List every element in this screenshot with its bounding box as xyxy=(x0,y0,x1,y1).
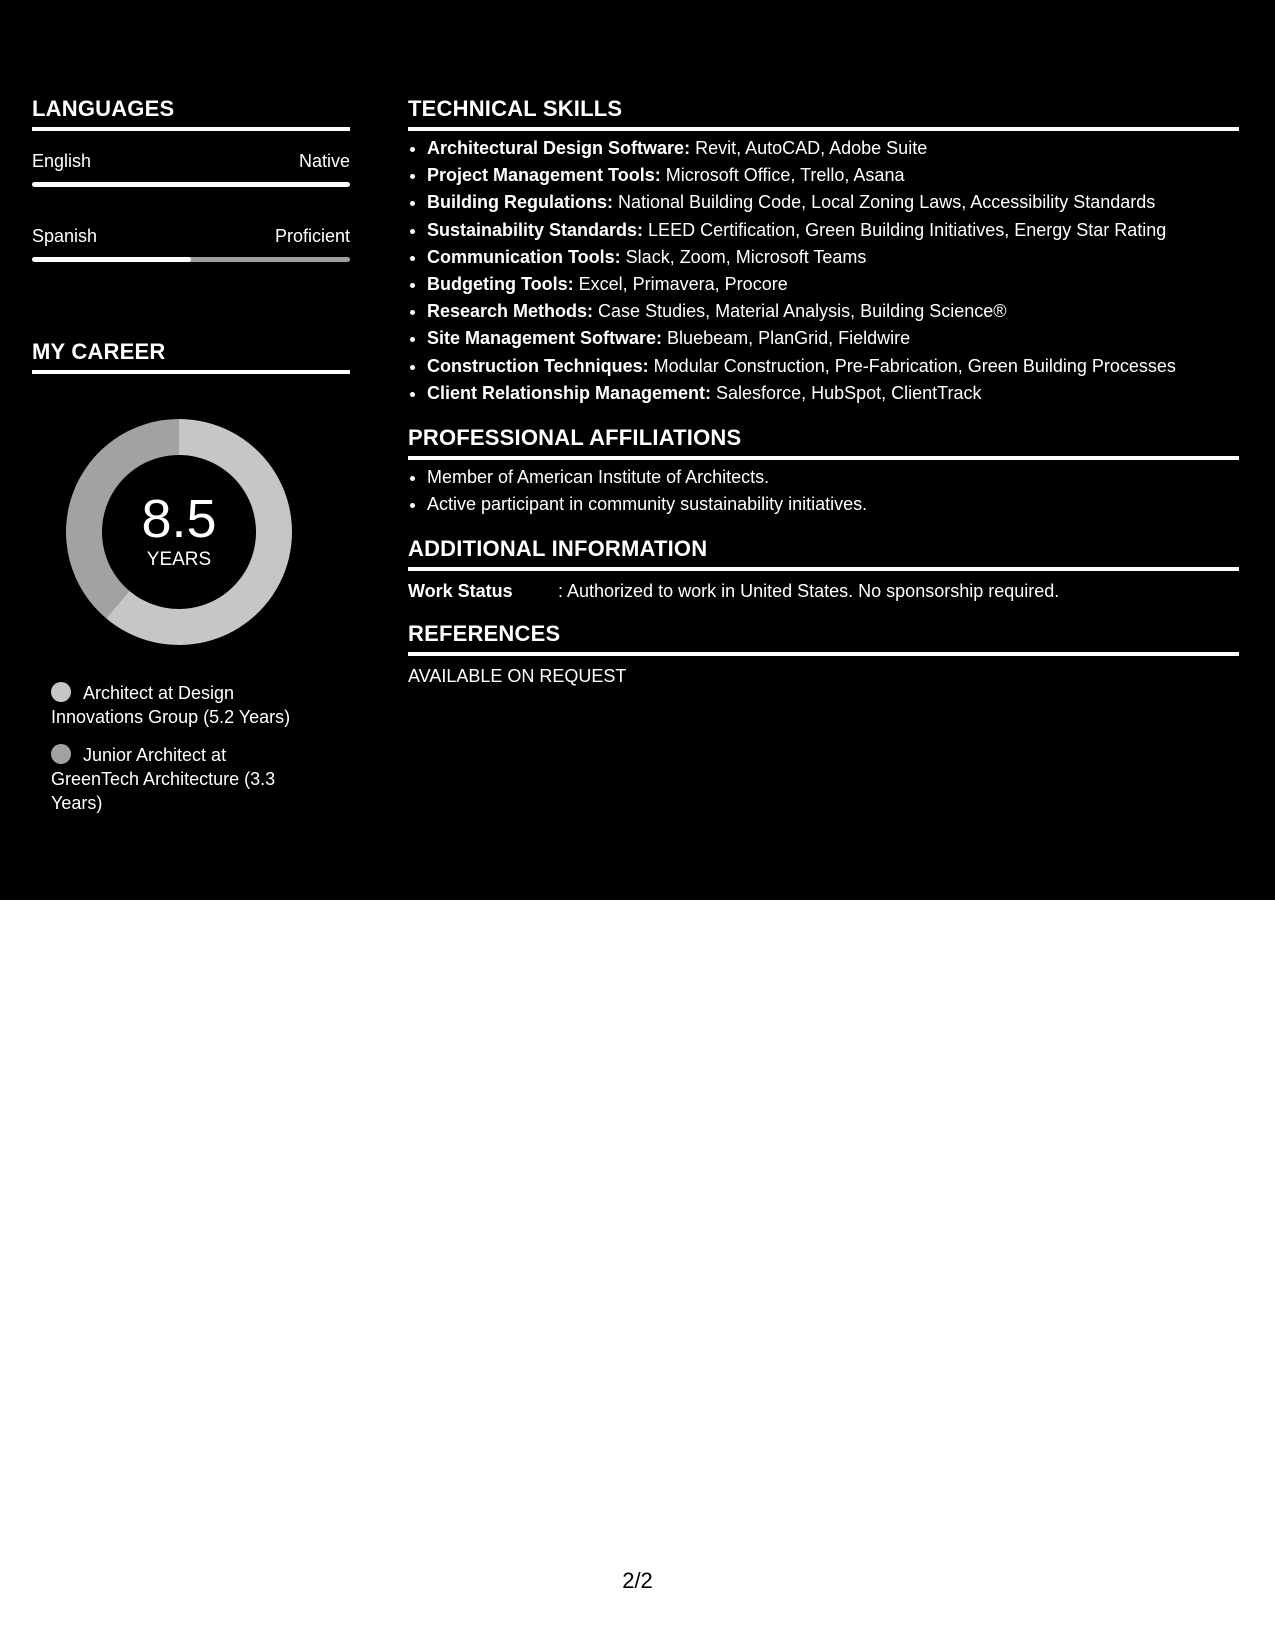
language-item xyxy=(32,150,350,187)
skill-value: Microsoft Office, Trello, Asana xyxy=(660,165,905,186)
language-level-bar xyxy=(32,182,350,187)
career-total-unit: YEARS xyxy=(146,549,212,570)
skill-item xyxy=(427,298,1239,325)
donut-center-label xyxy=(66,419,292,645)
references-section xyxy=(408,617,1239,688)
language-level: Proficient xyxy=(274,226,350,246)
skill-label: Sustainability Standards: xyxy=(427,219,644,240)
references-title: REFERENCES xyxy=(408,617,1239,656)
affiliations-list xyxy=(408,464,1239,518)
main-content xyxy=(408,92,1239,688)
career-total-years: 8.5 xyxy=(141,489,217,549)
work-status-label: Work Status xyxy=(408,581,513,602)
skill-label: Research Methods: xyxy=(427,301,594,322)
skill-item xyxy=(427,162,1239,189)
skill-item xyxy=(427,325,1239,352)
skill-label: Communication Tools: xyxy=(427,246,621,267)
skill-label: Construction Techniques: xyxy=(427,355,649,376)
career-legend-item xyxy=(51,743,311,815)
language-level-bar xyxy=(32,257,350,262)
work-status-value: : Authorized to work in United States. No sponsorship required. xyxy=(558,581,1060,602)
page-number: 2/2 xyxy=(622,1568,653,1593)
language-name: Spanish xyxy=(32,226,98,246)
work-status-row xyxy=(408,579,1239,603)
career-legend-label: Architect at Design Innovations Group (5.2 Years) xyxy=(51,683,291,727)
skill-label: Building Regulations: xyxy=(427,192,613,213)
additional-info-title: ADDITIONAL INFORMATION xyxy=(408,532,1239,571)
skill-item xyxy=(427,217,1239,244)
legend-dot-icon xyxy=(51,682,71,702)
languages-title: LANGUAGES xyxy=(32,92,350,131)
language-item xyxy=(32,225,350,262)
skill-value: Salesforce, HubSpot, ClientTrack xyxy=(711,382,982,403)
skill-item xyxy=(427,189,1239,216)
career-donut-chart xyxy=(66,419,292,645)
skill-label: Budgeting Tools: xyxy=(427,274,574,295)
skill-item xyxy=(427,271,1239,298)
skill-item xyxy=(427,135,1239,162)
skill-value: Modular Construction, Pre-Fabrication, Green Building Processes xyxy=(648,355,1176,376)
language-level: Native xyxy=(298,151,350,171)
career-legend-label: Junior Architect at GreenTech Architecture (3.3 Years) xyxy=(51,745,276,813)
skill-label: Site Management Software: xyxy=(427,328,663,349)
sidebar xyxy=(32,92,350,829)
skill-item xyxy=(427,353,1239,380)
additional-info-section xyxy=(408,532,1239,603)
language-level-bar-fill xyxy=(32,182,350,187)
affiliation-item: • Active participant in community sustainability initiatives. xyxy=(427,491,1239,518)
language-level-bar-fill xyxy=(32,257,191,262)
skill-label: Client Relationship Management: xyxy=(427,382,712,403)
skill-label: Architectural Design Software: xyxy=(427,138,691,158)
skill-value: Bluebeam, PlanGrid, Fieldwire xyxy=(662,328,911,349)
skill-value: LEED Certification, Green Building Initiatives, Energy Star Rating xyxy=(643,219,1167,240)
language-name: English xyxy=(32,151,92,171)
skill-value: Case Studies, Material Analysis, Building Science® xyxy=(593,301,1007,322)
technical-skills-title: TECHNICAL SKILLS xyxy=(408,92,1239,131)
legend-dot-icon xyxy=(51,744,71,764)
affiliations-title: PROFESSIONAL AFFILIATIONS xyxy=(408,421,1239,460)
references-text: AVAILABLE ON REQUEST xyxy=(408,666,627,687)
career-title: MY CAREER xyxy=(32,335,350,374)
skill-label: Project Management Tools: xyxy=(427,165,661,186)
skill-value: Excel, Primavera, Procore xyxy=(573,274,788,295)
affiliations-section xyxy=(408,421,1239,518)
career-legend xyxy=(51,681,311,815)
skill-item xyxy=(427,380,1239,407)
affiliation-item: • Member of American Institute of Architects. xyxy=(427,464,1239,491)
skill-item xyxy=(427,244,1239,271)
skill-value: Revit, AutoCAD, Adobe Suite xyxy=(690,138,928,158)
skill-value: National Building Code, Local Zoning Laws, Accessibility Standards xyxy=(613,192,1156,213)
technical-skills-list xyxy=(408,135,1239,407)
skill-value: Slack, Zoom, Microsoft Teams xyxy=(620,246,867,267)
career-legend-item xyxy=(51,681,311,729)
